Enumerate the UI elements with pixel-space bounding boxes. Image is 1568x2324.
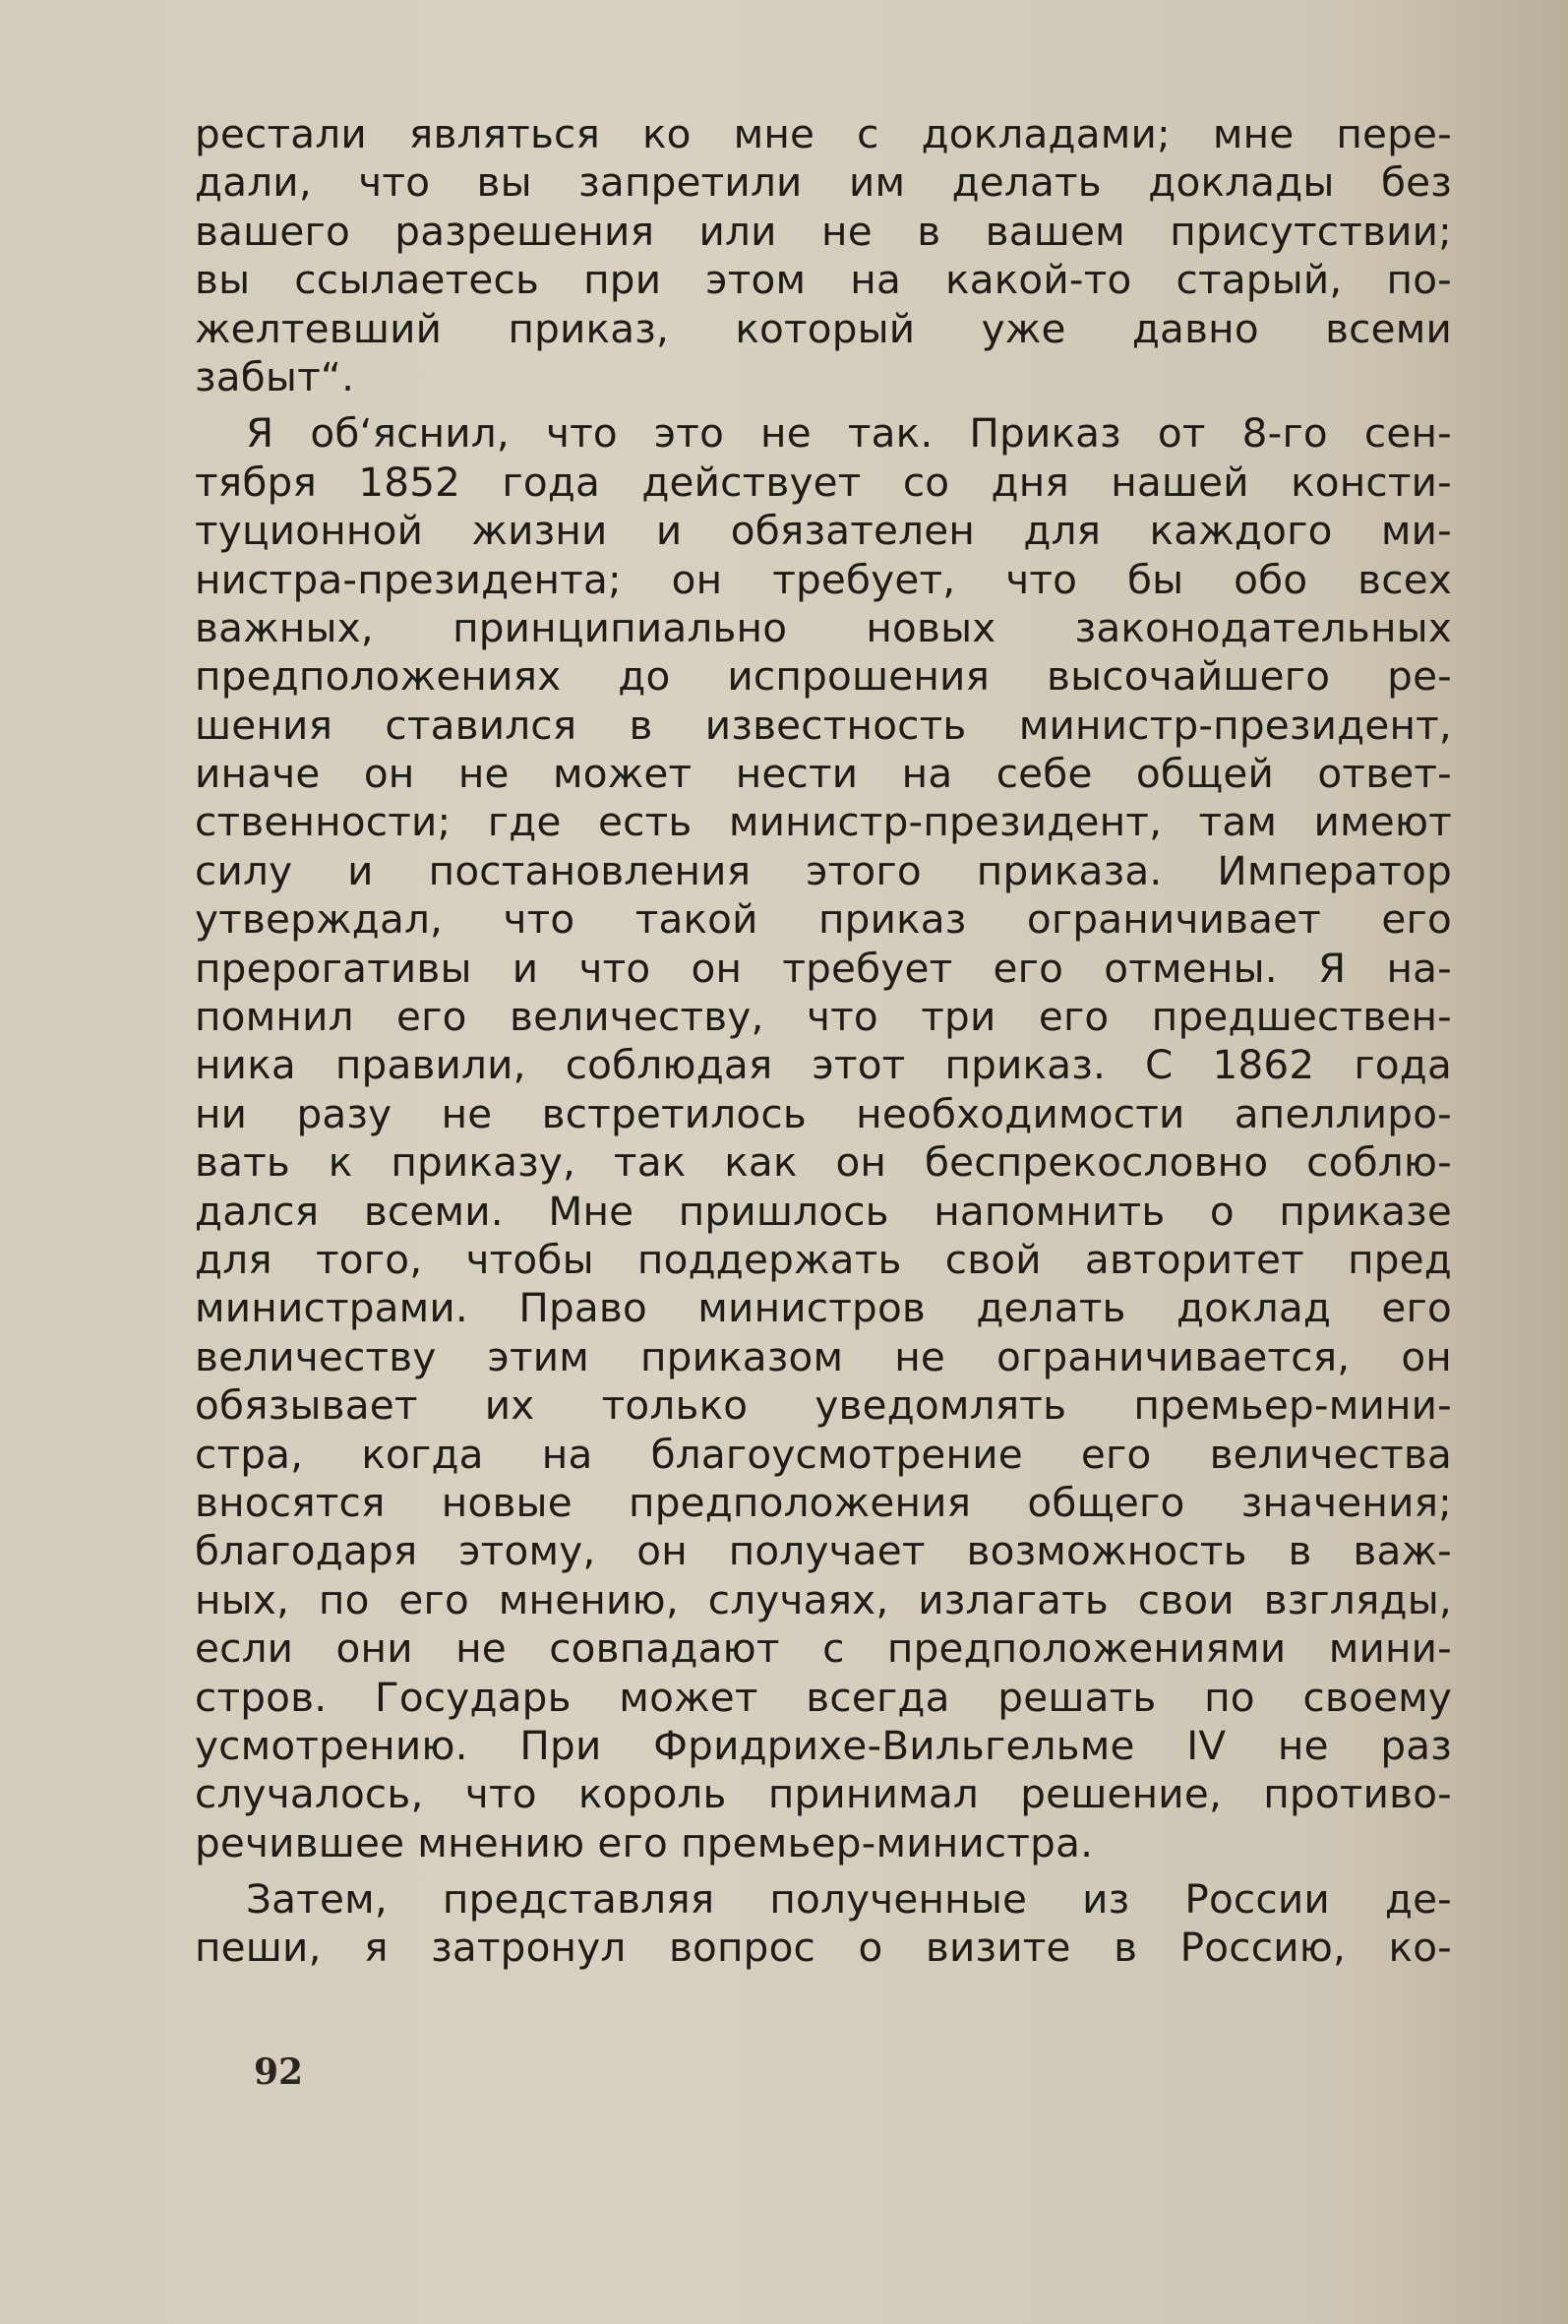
text-line: дался всеми. Мне пришлось напомнить о приказе: [195, 1187, 1452, 1235]
text-line: силу и постановления этого приказа. Император: [195, 846, 1452, 894]
text-line: Я об‘яснил, что это не так. Приказ от 8-го сен-: [246, 409, 1452, 458]
page-number: 92: [254, 2051, 304, 2093]
text-line: речившее мнению его премьер-министра.: [195, 1818, 1094, 1866]
text-line: важных, принципиально новых законодательных: [195, 603, 1452, 651]
text-line: иначе он не может нести на себе общей ответ-: [195, 750, 1452, 798]
text-line: министрами. Право министров делать доклад его: [195, 1284, 1452, 1332]
text-line: обязывает их только уведомлять премьер-мини-: [195, 1381, 1452, 1430]
page-body-text: [195, 110, 1452, 1973]
text-line: прерогативы и что он требует его отмены. Я на-: [195, 944, 1452, 992]
text-line: ни разу не встретилось необходимости апеллиро-: [195, 1089, 1452, 1137]
text-line: утверждал, что такой приказ ограничивает его: [195, 895, 1452, 944]
text-line: величеству этим приказом не ограничивается, он: [195, 1332, 1452, 1380]
text-line: дали, что вы запретили им делать доклады без: [195, 158, 1452, 207]
text-line: желтевший приказ, который уже давно всеми: [195, 304, 1452, 352]
text-line: помнил его величеству, что три его предшествен-: [195, 993, 1452, 1041]
paragraph-gap: [195, 1867, 1452, 1875]
text-line: вашего разрешения или не в вашем присутствии;: [195, 207, 1452, 255]
text-line: благодаря этому, он получает возможность в важ-: [195, 1527, 1452, 1575]
text-line: стра, когда на благоусмотрение его величества: [195, 1430, 1452, 1478]
text-line: вы ссылаетесь при этом на какой-то старый, по-: [195, 256, 1452, 304]
text-line: случалось, что король принимал решение, противо-: [195, 1770, 1452, 1818]
text-line: вать к приказу, так как он беспрекословно соблю-: [195, 1138, 1452, 1187]
text-line: тября 1852 года действует со дня нашей консти-: [195, 458, 1452, 506]
text-line: рестали являться ко мне с докладами; мне пере-: [195, 110, 1452, 157]
text-line: нистра-президента; он требует, что бы обо всех: [195, 555, 1452, 603]
text-line: вносятся новые предположения общего значения;: [195, 1478, 1452, 1526]
text-line: туционной жизни и обязателен для каждого ми-: [195, 507, 1452, 555]
text-line: шения ставился в известность министр-президент,: [195, 701, 1452, 749]
paragraph: [195, 409, 1452, 1867]
text-line: забыт“.: [195, 352, 355, 400]
text-line: ственности; где есть министр-президент, там имеют: [195, 798, 1452, 846]
text-line: если они не совпадают с предположениями мини-: [195, 1624, 1452, 1673]
text-line: усмотрению. При Фридрихе-Вильгельме IV не раз: [195, 1721, 1452, 1769]
text-line: предположениях до испрошения высочайшего ре-: [195, 652, 1452, 701]
text-line: ника правили, соблюдая этот приказ. С 1862 года: [195, 1041, 1452, 1089]
paragraph-gap: [195, 401, 1452, 409]
paragraph: [195, 1875, 1452, 1973]
text-line: стров. Государь может всегда решать по своему: [195, 1673, 1452, 1721]
paragraph: [195, 110, 1452, 401]
text-line: Затем, представляя полученные из России де-: [246, 1875, 1452, 1924]
text-line: для того, чтобы поддержать свой авторитет пред: [195, 1235, 1452, 1283]
text-line: ных, по его мнению, случаях, излагать свои взгляды,: [195, 1575, 1452, 1623]
text-line: пеши, я затронул вопрос о визите в Россию, ко-: [195, 1924, 1452, 1972]
